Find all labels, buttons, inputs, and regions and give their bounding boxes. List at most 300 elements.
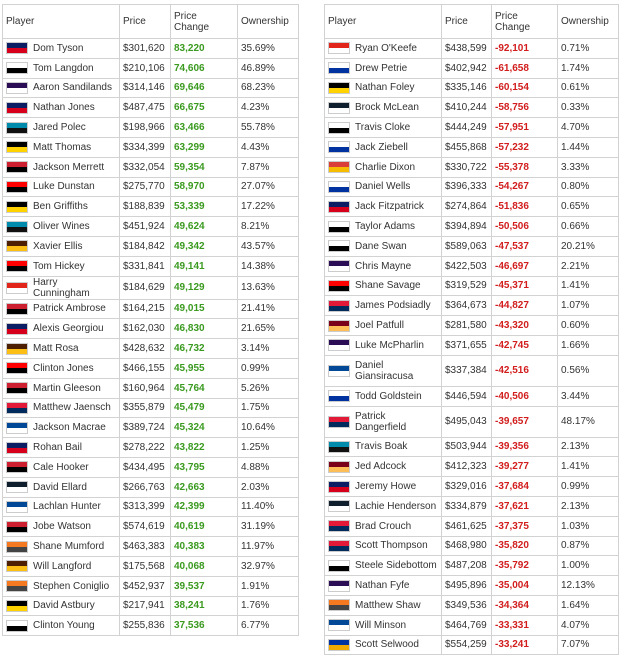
price-change-cell: -33,331 [492, 615, 558, 635]
price-cell: $217,941 [120, 596, 171, 616]
player-name[interactable]: Clinton Jones [33, 362, 94, 374]
player-name[interactable]: Will Minson [355, 619, 407, 631]
price-cell: $162,030 [120, 319, 171, 339]
price-change-cell: 37,536 [171, 616, 238, 636]
price-cell: $410,244 [442, 98, 492, 118]
table-row[interactable] [325, 437, 619, 457]
price-change-cell: 58,970 [171, 177, 238, 197]
player-name[interactable]: Lachlan Hunter [33, 501, 101, 513]
team-guernsey-icon [6, 82, 28, 94]
player-name[interactable]: Daniel Giansiracusa [355, 359, 414, 382]
table-row[interactable] [325, 595, 619, 615]
price-cell: $355,879 [120, 398, 171, 418]
ownership-cell: 1.00% [558, 556, 619, 576]
ownership-cell: 12.13% [558, 576, 619, 596]
price-change-column-header[interactable]: Price Change [171, 5, 238, 39]
price-cell: $487,475 [120, 98, 171, 118]
player-name[interactable]: Tom Langdon [33, 62, 94, 74]
player-cell [325, 457, 442, 477]
table-row[interactable] [325, 58, 619, 78]
price-cell: $188,839 [120, 197, 171, 217]
team-guernsey-icon [328, 82, 350, 94]
price-change-cell: -92,101 [492, 39, 558, 59]
price-cell: $463,383 [120, 537, 171, 557]
table-row[interactable] [325, 576, 619, 596]
price-change-cell: -35,004 [492, 576, 558, 596]
table-header-row [325, 5, 619, 39]
table-row[interactable] [3, 398, 299, 418]
table-row[interactable] [3, 438, 299, 458]
ownership-cell: 1.75% [238, 398, 299, 418]
price-cell: $274,864 [442, 197, 492, 217]
table-row[interactable] [3, 319, 299, 339]
team-guernsey-icon [6, 580, 28, 592]
price-cell: $301,620 [120, 39, 171, 59]
team-guernsey-icon [328, 62, 350, 74]
player-name[interactable]: Matt Rosa [33, 343, 79, 355]
table-row[interactable] [325, 335, 619, 355]
ownership-cell: 4.88% [238, 457, 299, 477]
table-row[interactable] [325, 406, 619, 437]
player-name[interactable]: David Astbury [33, 600, 95, 612]
player-cell [325, 615, 442, 635]
table-row[interactable] [325, 536, 619, 556]
player-cell [325, 157, 442, 177]
ownership-cell: 0.99% [238, 358, 299, 378]
player-name[interactable]: Aaron Sandilands [33, 82, 112, 94]
price-change-cell: 42,663 [171, 477, 238, 497]
price-change-cell: 45,324 [171, 418, 238, 438]
ownership-cell: 21.41% [238, 299, 299, 319]
price-change-cell: -51,836 [492, 197, 558, 217]
price-change-cell: 63,466 [171, 118, 238, 138]
team-guernsey-icon [6, 560, 28, 572]
player-cell [3, 596, 120, 616]
player-name[interactable]: Oliver Wines [33, 221, 90, 233]
table-row[interactable] [325, 197, 619, 217]
player-name[interactable]: Brad Crouch [355, 520, 412, 532]
price-cell: $455,868 [442, 137, 492, 157]
player-name[interactable]: Rohan Bail [33, 442, 82, 454]
player-name[interactable]: Luke McPharlin [355, 339, 424, 351]
ownership-cell: 3.14% [238, 339, 299, 359]
team-guernsey-icon [6, 141, 28, 153]
price-cell: $487,208 [442, 556, 492, 576]
player-name[interactable]: Nathan Fyfe [355, 580, 410, 592]
player-name[interactable]: Jobe Watson [33, 521, 91, 533]
player-name[interactable]: Matthew Jaensch [33, 402, 111, 414]
team-guernsey-icon [6, 260, 28, 272]
player-cell [325, 58, 442, 78]
table-row[interactable] [3, 517, 299, 537]
player-cell [3, 299, 120, 319]
player-name[interactable]: David Ellard [33, 481, 87, 493]
team-guernsey-icon [6, 303, 28, 315]
ownership-cell: 2.13% [558, 496, 619, 516]
player-name[interactable]: Tom Hickey [33, 260, 85, 272]
player-cell [3, 98, 120, 118]
price-change-cell: -39,277 [492, 457, 558, 477]
player-name[interactable]: Dane Swan [355, 240, 407, 252]
player-name[interactable]: Scott Thompson [355, 540, 428, 552]
team-guernsey-icon [328, 500, 350, 512]
price-cell: $394,894 [442, 217, 492, 237]
table-row[interactable] [325, 386, 619, 406]
player-name[interactable]: Lachie Henderson [355, 500, 437, 512]
ownership-cell: 20.21% [558, 236, 619, 256]
price-change-column-header[interactable]: Price Change [492, 5, 558, 39]
table-row[interactable] [325, 78, 619, 98]
table-row[interactable] [325, 256, 619, 276]
player-name[interactable]: Charlie Dixon [355, 161, 416, 173]
player-name[interactable]: Jackson Macrae [33, 422, 106, 434]
table-row[interactable] [325, 217, 619, 237]
table-row[interactable] [3, 137, 299, 157]
player-name[interactable]: Steele Sidebottom [355, 560, 437, 572]
player-cell [325, 197, 442, 217]
player-cell [3, 457, 120, 477]
ownership-column-header[interactable]: Ownership [238, 5, 299, 39]
table-row[interactable] [3, 118, 299, 138]
table-row[interactable] [325, 39, 619, 59]
player-name[interactable]: Shane Mumford [33, 541, 105, 553]
ownership-cell: 6.77% [238, 616, 299, 636]
team-guernsey-icon [328, 599, 350, 611]
price-change-cell: 43,795 [171, 457, 238, 477]
table-row[interactable] [3, 616, 299, 636]
team-guernsey-icon [328, 639, 350, 651]
player-name[interactable]: Xavier Ellis [33, 240, 83, 252]
ownership-cell: 0.60% [558, 316, 619, 336]
ownership-cell: 0.65% [558, 197, 619, 217]
team-guernsey-icon [328, 161, 350, 173]
price-change-cell: 38,241 [171, 596, 238, 616]
team-guernsey-icon [328, 441, 350, 453]
player-name[interactable]: Scott Selwood [355, 639, 419, 651]
player-cell [325, 236, 442, 256]
player-name[interactable]: Stephen Coniglio [33, 580, 110, 592]
table-row[interactable] [3, 358, 299, 378]
player-name[interactable]: Jed Adcock [355, 461, 407, 473]
table-row[interactable] [3, 197, 299, 217]
price-change-cell: -57,232 [492, 137, 558, 157]
price-change-cell: 63,299 [171, 137, 238, 157]
ownership-cell: 8.21% [238, 217, 299, 237]
price-change-cell: -34,364 [492, 595, 558, 615]
price-cell: $334,399 [120, 137, 171, 157]
team-guernsey-icon [6, 481, 28, 493]
price-change-cell: -45,371 [492, 276, 558, 296]
team-guernsey-icon [328, 339, 350, 351]
price-cell: $175,568 [120, 556, 171, 576]
player-name[interactable]: Will Langford [33, 560, 92, 572]
price-cell: $495,043 [442, 406, 492, 437]
player-name[interactable]: Dom Tyson [33, 42, 84, 54]
team-guernsey-icon [328, 141, 350, 153]
player-name[interactable]: Ben Griffiths [33, 201, 88, 213]
player-cell [325, 386, 442, 406]
player-name[interactable]: Joel Patfull [355, 320, 404, 332]
price-change-cell: 49,624 [171, 217, 238, 237]
team-guernsey-icon [6, 461, 28, 473]
table-row[interactable] [325, 177, 619, 197]
table-row[interactable] [325, 516, 619, 536]
table-row[interactable] [3, 217, 299, 237]
player-name[interactable]: Shane Savage [355, 280, 421, 292]
table-row[interactable] [3, 39, 299, 59]
price-cell: $278,222 [120, 438, 171, 458]
table-row[interactable] [325, 496, 619, 516]
table-row[interactable] [3, 236, 299, 256]
table-row[interactable] [325, 236, 619, 256]
table-row[interactable] [3, 339, 299, 359]
price-change-cell: 45,764 [171, 378, 238, 398]
team-guernsey-icon [328, 520, 350, 532]
player-name[interactable]: Patrick Dangerfield [355, 410, 407, 433]
price-cell: $164,215 [120, 299, 171, 319]
table-row[interactable] [3, 418, 299, 438]
player-column-header[interactable]: Player [325, 5, 442, 39]
team-guernsey-icon [6, 323, 28, 335]
ownership-cell: 5.26% [238, 378, 299, 398]
team-guernsey-icon [6, 42, 28, 54]
player-cell [325, 98, 442, 118]
player-cell [3, 157, 120, 177]
team-guernsey-icon [328, 365, 350, 377]
team-guernsey-icon [328, 461, 350, 473]
team-guernsey-icon [6, 201, 28, 213]
table-row[interactable] [3, 299, 299, 319]
player-cell [3, 276, 120, 299]
player-name[interactable]: Taylor Adams [355, 221, 416, 233]
price-cell: $266,763 [120, 477, 171, 497]
team-guernsey-icon [6, 600, 28, 612]
player-name[interactable]: Jeremy Howe [355, 481, 417, 493]
price-cell: $334,879 [442, 496, 492, 516]
price-change-cell: -61,658 [492, 58, 558, 78]
player-cell [325, 516, 442, 536]
price-cell: $574,619 [120, 517, 171, 537]
player-name[interactable]: Clinton Young [33, 620, 95, 632]
price-risers-body [3, 39, 299, 636]
table-header-row [3, 5, 299, 39]
ownership-cell: 3.33% [558, 157, 619, 177]
table-row[interactable] [325, 355, 619, 386]
ownership-cell: 46.89% [238, 58, 299, 78]
table-row[interactable] [3, 378, 299, 398]
player-name[interactable]: James Podsiadly [355, 300, 431, 312]
price-cell: $210,106 [120, 58, 171, 78]
table-row[interactable] [325, 157, 619, 177]
ownership-cell: 32.97% [238, 556, 299, 576]
price-change-cell: -47,537 [492, 236, 558, 256]
player-name[interactable]: Daniel Wells [355, 181, 411, 193]
table-row[interactable] [3, 576, 299, 596]
price-cell: $275,770 [120, 177, 171, 197]
price-column-header[interactable]: Price [442, 5, 492, 39]
price-change-cell: -33,241 [492, 635, 558, 655]
player-name[interactable]: Drew Petrie [355, 62, 408, 74]
player-name[interactable]: Nathan Foley [355, 82, 415, 94]
player-cell [325, 355, 442, 386]
ownership-cell: 1.66% [558, 335, 619, 355]
team-guernsey-icon [328, 619, 350, 631]
table-row[interactable] [3, 98, 299, 118]
price-cell: $335,146 [442, 78, 492, 98]
price-change-cell: -57,951 [492, 118, 558, 138]
player-name[interactable]: Cale Hooker [33, 461, 89, 473]
table-row[interactable] [3, 457, 299, 477]
table-row[interactable] [325, 276, 619, 296]
team-guernsey-icon [328, 320, 350, 332]
player-name[interactable]: Matthew Shaw [355, 599, 421, 611]
price-change-cell: -39,657 [492, 406, 558, 437]
ownership-cell: 0.56% [558, 355, 619, 386]
price-change-cell: -35,792 [492, 556, 558, 576]
table-row[interactable] [3, 276, 299, 299]
table-row[interactable] [325, 615, 619, 635]
price-change-cell: -44,827 [492, 296, 558, 316]
table-row[interactable] [3, 596, 299, 616]
price-cell: $554,259 [442, 635, 492, 655]
ownership-cell: 1.41% [558, 457, 619, 477]
player-cell [325, 477, 442, 497]
table-row[interactable] [325, 477, 619, 497]
table-row[interactable] [3, 58, 299, 78]
table-row[interactable] [3, 497, 299, 517]
table-row[interactable] [3, 256, 299, 276]
team-guernsey-icon [328, 300, 350, 312]
player-cell [325, 256, 442, 276]
player-name[interactable]: Travis Boak [355, 441, 408, 453]
player-column-header[interactable]: Player [3, 5, 120, 39]
player-name[interactable]: Chris Mayne [355, 260, 412, 272]
player-name[interactable]: Harry Cunningham [33, 276, 90, 299]
ownership-column-header[interactable]: Ownership [558, 5, 619, 39]
table-row[interactable] [325, 137, 619, 157]
ownership-cell: 43.57% [238, 236, 299, 256]
table-row[interactable] [3, 556, 299, 576]
player-name[interactable]: Todd Goldstein [355, 390, 422, 402]
table-row[interactable] [325, 316, 619, 336]
price-column-header[interactable]: Price [120, 5, 171, 39]
player-name[interactable]: Matt Thomas [33, 141, 92, 153]
price-cell: $332,054 [120, 157, 171, 177]
price-change-cell: 46,732 [171, 339, 238, 359]
player-cell [325, 595, 442, 615]
price-change-cell: -58,756 [492, 98, 558, 118]
price-cell: $402,942 [442, 58, 492, 78]
team-guernsey-icon [6, 240, 28, 252]
player-cell [3, 78, 120, 98]
player-name[interactable]: Jack Fitzpatrick [355, 201, 424, 213]
player-cell [3, 319, 120, 339]
player-cell [3, 517, 120, 537]
player-cell [3, 217, 120, 237]
price-cell: $444,249 [442, 118, 492, 138]
player-cell [3, 118, 120, 138]
player-name[interactable]: Travis Cloke [355, 122, 411, 134]
table-row[interactable] [3, 477, 299, 497]
player-name[interactable]: Nathan Jones [33, 102, 95, 114]
team-guernsey-icon [6, 102, 28, 114]
price-cell: $281,580 [442, 316, 492, 336]
team-guernsey-icon [6, 442, 28, 454]
price-cell: $389,724 [120, 418, 171, 438]
table-row[interactable] [3, 537, 299, 557]
ownership-cell: 3.44% [558, 386, 619, 406]
player-cell [325, 556, 442, 576]
team-guernsey-icon [328, 560, 350, 572]
table-row[interactable] [325, 457, 619, 477]
player-cell [3, 616, 120, 636]
price-cell: $184,842 [120, 236, 171, 256]
price-cell: $349,536 [442, 595, 492, 615]
ownership-cell: 4.43% [238, 137, 299, 157]
price-change-cell: -35,820 [492, 536, 558, 556]
table-row[interactable] [325, 296, 619, 316]
team-guernsey-icon [6, 382, 28, 394]
team-guernsey-icon [328, 260, 350, 272]
price-cell: $466,155 [120, 358, 171, 378]
table-row[interactable] [325, 98, 619, 118]
table-row[interactable] [325, 556, 619, 576]
ownership-cell: 7.07% [558, 635, 619, 655]
team-guernsey-icon [6, 541, 28, 553]
player-name[interactable]: Alexis Georgiou [33, 323, 104, 335]
player-name[interactable]: Brock McLean [355, 102, 419, 114]
player-cell [325, 406, 442, 437]
player-cell [3, 537, 120, 557]
price-cell: $422,503 [442, 256, 492, 276]
ownership-cell: 1.44% [558, 137, 619, 157]
team-guernsey-icon [6, 282, 28, 294]
price-change-cell: 39,537 [171, 576, 238, 596]
team-guernsey-icon [328, 181, 350, 193]
ownership-cell: 1.25% [238, 438, 299, 458]
player-cell [3, 438, 120, 458]
price-cell: $329,016 [442, 477, 492, 497]
table-row[interactable] [325, 118, 619, 138]
price-change-cell: -55,378 [492, 157, 558, 177]
table-row[interactable] [325, 635, 619, 655]
player-name[interactable]: Luke Dunstan [33, 181, 95, 193]
player-name[interactable]: Martin Gleeson [33, 382, 101, 394]
player-name[interactable]: Jared Polec [33, 122, 86, 134]
ownership-cell: 11.40% [238, 497, 299, 517]
player-name[interactable]: Jack Ziebell [355, 141, 408, 153]
player-cell [325, 39, 442, 59]
price-change-cell: 49,141 [171, 256, 238, 276]
table-row[interactable] [3, 78, 299, 98]
player-cell [3, 418, 120, 438]
table-row[interactable] [3, 157, 299, 177]
player-cell [325, 496, 442, 516]
price-cell: $412,323 [442, 457, 492, 477]
price-cell: $160,964 [120, 378, 171, 398]
player-name[interactable]: Ryan O'Keefe [355, 42, 417, 54]
player-name[interactable]: Patrick Ambrose [33, 303, 106, 315]
team-guernsey-icon [6, 501, 28, 513]
table-row[interactable] [3, 177, 299, 197]
price-cell: $331,841 [120, 256, 171, 276]
player-cell [325, 78, 442, 98]
price-cell: $396,333 [442, 177, 492, 197]
price-risers-table [2, 4, 299, 636]
price-change-cell: -40,506 [492, 386, 558, 406]
price-change-cell: -39,356 [492, 437, 558, 457]
player-name[interactable]: Jackson Merrett [33, 161, 105, 173]
